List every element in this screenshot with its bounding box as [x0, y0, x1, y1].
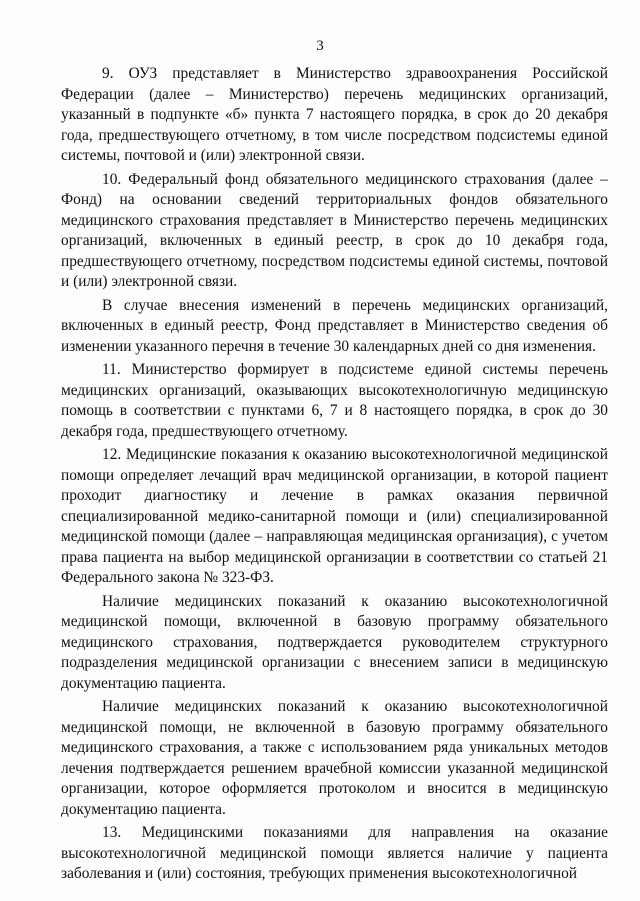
page-number: 3 [316, 38, 324, 54]
paragraph-10-changes: В случае внесения изменений в перечень медицинских организаций, включенных в единый реестр, Фонд представляет в Министерство сведения об изменении указанного перечня в течение 30 календарных дней со дня изменения. [61, 296, 608, 355]
paragraph-12-non-basic-program: Наличие медицинских показаний к оказанию высокотехнологичной медицинской помощи, не включенной в базовую программу обязательного медицинского страхования, а также с использованием ряда уникальных методов лечения подтверждается решением врачебной комиссии указанной медицинской организации, которое оформляется протоколом и вносится в медицинскую документацию пациента. [61, 698, 608, 818]
paragraph-9: 9. ОУЗ представляет в Министерство здравоохранения Российской Федерации (далее – Министерство) перечень медицинских организаций, указанный в подпункте «б» пункта 7 настоящего порядка, в срок до 20 декабря года, предшествующего отчетному, в том числе посредством подсистемы единой системы, почтовой и (или) электронной связи. [61, 65, 608, 164]
paragraph-11: 11. Министерство формирует в подсистеме единой системы перечень медицинских организаций, оказывающих высокотехнологичную медицинскую помощь в соответствии с пунктами 6, 7 и 8 настоящего порядка, в срок до 30 декабря года, предшествующего отчетному. [61, 361, 608, 440]
paragraph-10: 10. Федеральный фонд обязательного медицинского страхования (далее – Фонд) на основании сведений территориальных фондов обязательного медицинского страхования представляет в Министерство перечень медицинских организаций, включенных в единый реестр, в срок до 10 декабря года, предшествующего отчетному, посредством подсистемы единой системы, почтовой и (или) электронной связи. [61, 170, 608, 290]
paragraph-13: 13. Медицинскими показаниями для направления на оказание высокотехнологичной медицинской помощи является наличие у пациента заболевания и (или) состояния, требующих применения высокотехнологичной [61, 824, 608, 882]
paragraph-12-basic-program: Наличие медицинских показаний к оказанию высокотехнологичной медицинской помощи, включенной в базовую программу обязательного медицинского страхования, подтверждается руководителем структурного подразделения медицинской организации с внесением записи в медицинскую документацию пациента. [61, 592, 608, 692]
document-body [61, 64, 608, 888]
paragraph-12: 12. Медицинские показания к оказанию высокотехнологичной медицинской помощи определяет лечащий врач медицинской организации, в которой пациент проходит диагностику и лечение в рамках оказания первичной специализированной медико-санитарной помощи и (или) специализированной медицинской помощи (далее – направляющая медицинская организация), с учетом права пациента на выбор медицинской организации в соответствии со статьей 21 Федерального закона № 323-ФЗ. [61, 446, 608, 586]
